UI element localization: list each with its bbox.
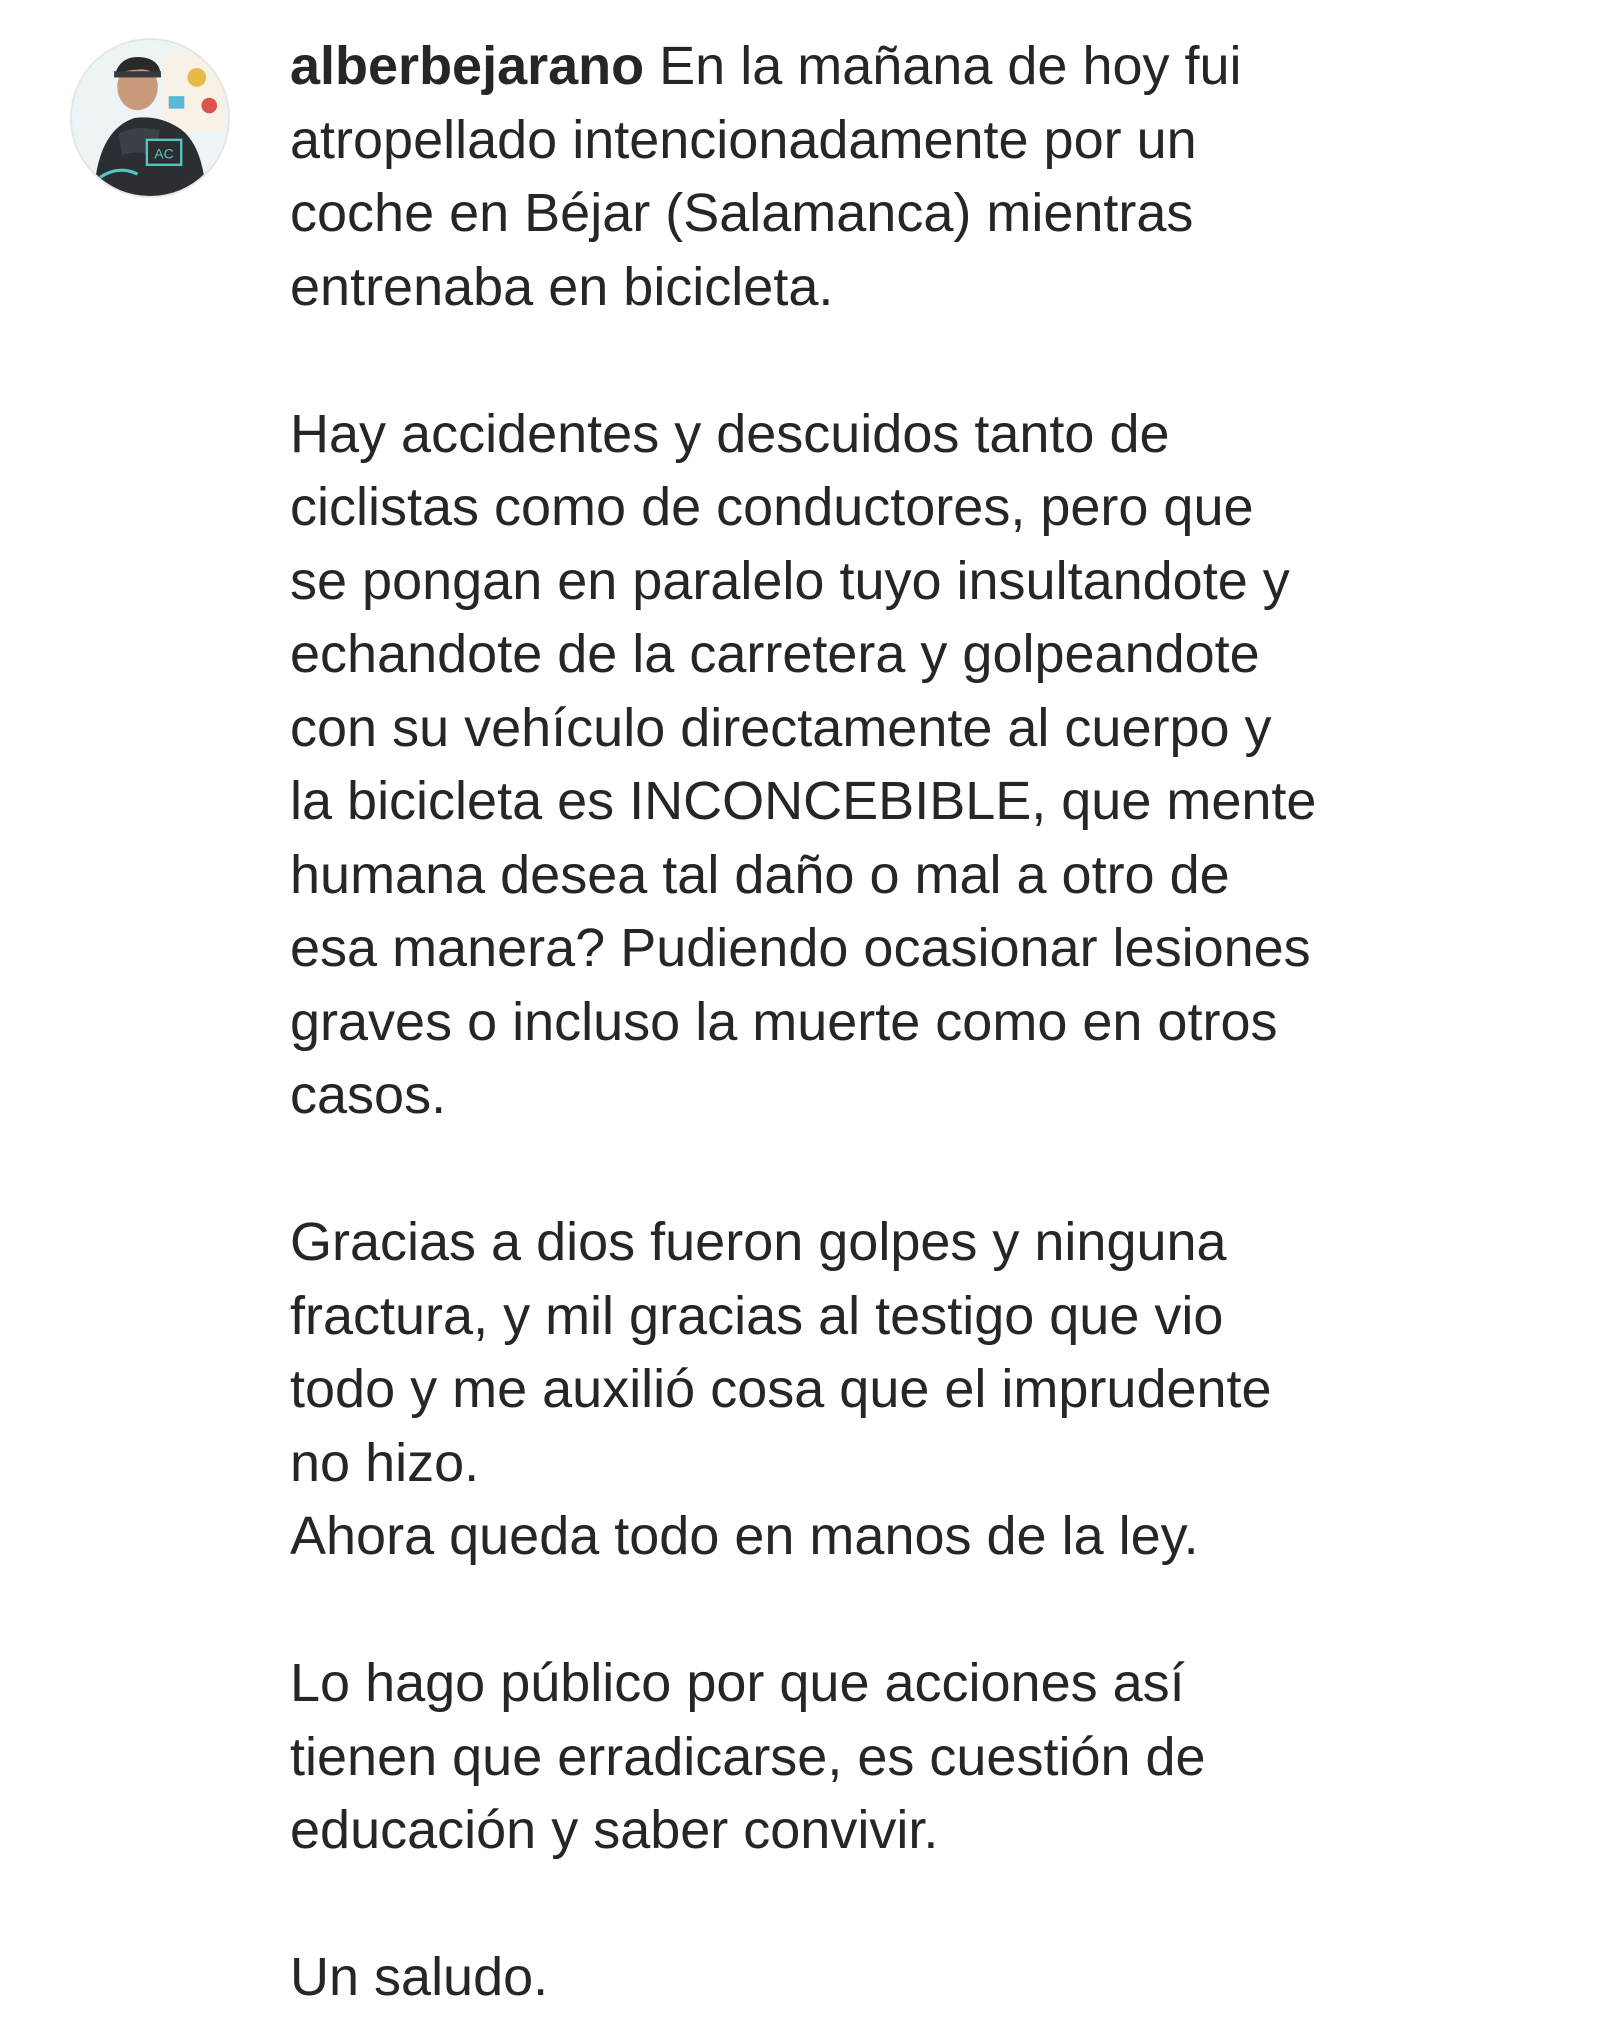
caption-line: esa manera? Pudiendo ocasionar lesiones — [290, 918, 1311, 978]
caption-line: Hay accidentes y descuidos tanto de — [290, 403, 1170, 464]
caption-line: atropellado intencionadamente por un — [290, 109, 1197, 170]
caption-line — [290, 30, 1540, 104]
comment-caption — [290, 30, 1540, 2015]
svg-text:AC: AC — [154, 145, 174, 162]
username-link[interactable]: alberbejarano — [290, 36, 645, 96]
caption-line: entrenaba en bicicleta. — [290, 256, 834, 317]
paragraph-gap — [290, 1133, 1540, 1207]
paragraph-gap — [290, 324, 1540, 398]
caption-line: la bicicleta es INCONCEBIBLE, que mente — [290, 771, 1317, 831]
caption-line: graves o incluso la muerte como en otros — [290, 991, 1278, 1052]
caption-line: ciclistas como de conductores, pero que — [290, 477, 1254, 537]
paragraph-gap — [290, 1574, 1540, 1648]
caption-line: Ahora queda todo en manos de la ley. — [290, 1506, 1199, 1566]
paragraph-gap — [290, 1868, 1540, 1942]
caption-line: con su vehículo directamente al cuerpo y — [290, 697, 1272, 758]
avatar[interactable] — [70, 38, 230, 198]
caption-line: humana desea tal daño o mal a otro de — [290, 844, 1230, 905]
caption-line: Lo hago público por que acciones así — [290, 1653, 1185, 1713]
caption-line: Un saludo. — [290, 1947, 549, 2007]
caption-first-line-text: En la mañana de hoy fui — [644, 36, 1242, 96]
caption-line: se pongan en paralelo tuyo insultandote y — [290, 550, 1290, 611]
caption-line: coche en Béjar (Salamanca) mientras — [290, 183, 1194, 243]
caption-paragraphs — [290, 104, 1540, 2015]
caption-line: todo y me auxilió cosa que el imprudente — [290, 1359, 1272, 1419]
caption-line: no hizo. — [290, 1432, 480, 1493]
caption-line: educación y saber convivir. — [290, 1800, 939, 1860]
user-avatar-photo-icon — [72, 40, 228, 196]
caption-line: Gracias a dios fueron golpes y ninguna — [290, 1212, 1227, 1272]
caption-line: fractura, y mil gracias al testigo que vio — [290, 1285, 1224, 1346]
caption-line: tienen que erradicarse, es cuestión de — [290, 1726, 1206, 1787]
caption-line: casos. — [290, 1065, 447, 1125]
caption-line: echandote de la carretera y golpeandote — [290, 624, 1260, 684]
